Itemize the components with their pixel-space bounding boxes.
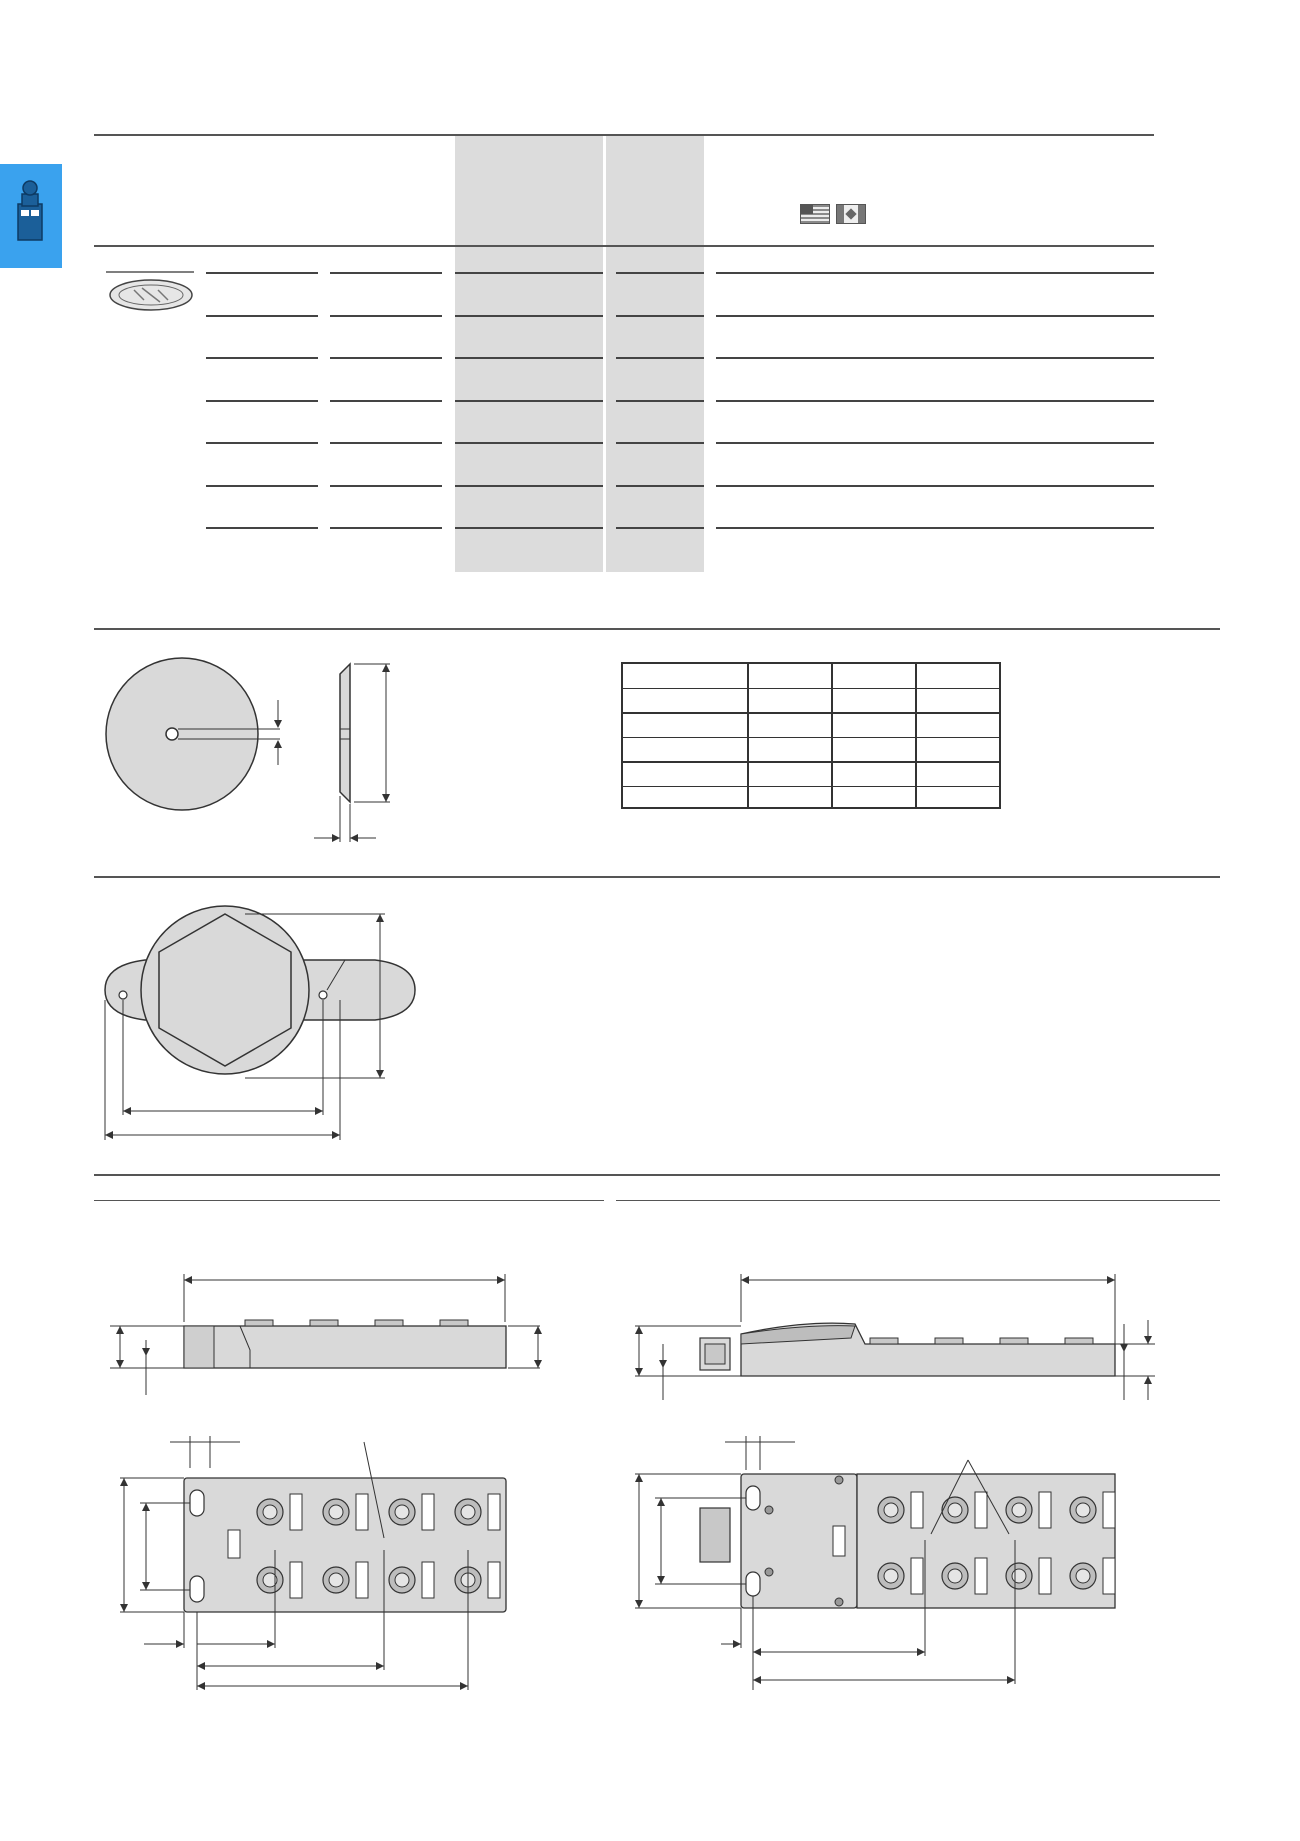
table-row-line <box>330 400 442 402</box>
table-row-line <box>330 527 442 529</box>
table-row-line <box>330 315 442 317</box>
label-window <box>290 1494 302 1530</box>
table-row-line <box>206 485 318 487</box>
connector-socket-icon <box>948 1503 962 1517</box>
label-window <box>911 1558 923 1594</box>
module-b-top-view <box>625 1430 1145 1690</box>
dim-table-row-line <box>623 712 999 714</box>
connector-socket-icon <box>461 1505 475 1519</box>
label-window <box>356 1494 368 1530</box>
table-row-line <box>716 315 1154 317</box>
hex-bracket-drawing <box>95 900 415 1140</box>
table-row-line <box>455 527 603 529</box>
dim-table-row-line <box>623 761 999 763</box>
module-a-side-view <box>110 1270 530 1400</box>
table-row-line <box>455 400 603 402</box>
label-window <box>1039 1558 1051 1594</box>
table-row-line <box>330 442 442 444</box>
table-row-line <box>206 357 318 359</box>
connector-socket-icon <box>884 1569 898 1583</box>
connector-socket-icon <box>1076 1503 1090 1517</box>
subsection-rule-left <box>94 1200 604 1201</box>
dim-table-row-line <box>623 688 999 690</box>
label-window <box>488 1494 500 1530</box>
table-row-line <box>716 400 1154 402</box>
label-window <box>911 1492 923 1528</box>
table-row-line <box>616 400 704 402</box>
label-window <box>975 1558 987 1594</box>
label-window <box>290 1562 302 1598</box>
table-row-line <box>616 485 704 487</box>
label-window <box>1103 1492 1115 1528</box>
subsection-rule-right <box>616 1200 1220 1201</box>
label-window <box>1039 1492 1051 1528</box>
product-thumbnail <box>104 268 204 328</box>
connector-socket-icon <box>948 1569 962 1583</box>
connector-socket-icon <box>1012 1503 1026 1517</box>
table-row-line <box>206 272 318 274</box>
table-row-line <box>716 357 1154 359</box>
table-header-rule <box>94 245 1154 247</box>
disc-side-view <box>310 656 430 856</box>
table-row-line <box>455 272 603 274</box>
table-row-line <box>616 357 704 359</box>
module-a-top-view <box>110 1430 530 1690</box>
table-row-line <box>206 400 318 402</box>
connector-socket-icon <box>884 1503 898 1517</box>
table-row-line <box>455 357 603 359</box>
connector-socket-icon <box>395 1505 409 1519</box>
section-rule-3 <box>94 876 1220 878</box>
label-window <box>975 1492 987 1528</box>
section-rule-2 <box>94 628 1220 630</box>
dimensions-table <box>621 662 1001 809</box>
table-row-line <box>716 527 1154 529</box>
table-row-line <box>716 442 1154 444</box>
table-row-line <box>616 272 704 274</box>
table-row-line <box>330 357 442 359</box>
table-row-line <box>330 272 442 274</box>
table-row-line <box>206 442 318 444</box>
dim-table-col-line <box>747 664 749 807</box>
table-row-line <box>616 527 704 529</box>
module-b-side-view <box>625 1270 1145 1400</box>
label-window <box>422 1562 434 1598</box>
table-row-line <box>616 442 704 444</box>
label-window <box>422 1494 434 1530</box>
connector-socket-icon <box>1012 1569 1026 1583</box>
table-row-line <box>716 485 1154 487</box>
dim-table-row-line <box>623 786 999 788</box>
label-window <box>488 1562 500 1598</box>
connector-socket-icon <box>263 1505 277 1519</box>
table-row-line <box>206 315 318 317</box>
table-row-line <box>716 272 1154 274</box>
shaded-column-2 <box>606 136 704 572</box>
section-rule-4 <box>94 1174 1220 1176</box>
table-row-line <box>330 485 442 487</box>
table-row-line <box>455 442 603 444</box>
table-row-line <box>455 315 603 317</box>
connector-socket-icon <box>1076 1569 1090 1583</box>
dim-table-row-line <box>623 737 999 739</box>
us-flag-icon <box>800 204 830 224</box>
connector-socket-icon <box>395 1573 409 1587</box>
dim-table-col-line <box>915 664 917 807</box>
label-window <box>356 1562 368 1598</box>
limit-switch-icon <box>0 164 62 268</box>
label-window <box>1103 1558 1115 1594</box>
canada-flag-icon <box>836 204 866 224</box>
table-row-line <box>455 485 603 487</box>
table-row-line <box>206 527 318 529</box>
connector-socket-icon <box>329 1505 343 1519</box>
connector-socket-icon <box>329 1573 343 1587</box>
shaded-column-1 <box>455 136 603 572</box>
side-tab <box>0 164 62 268</box>
dim-table-col-line <box>831 664 833 807</box>
table-row-line <box>616 315 704 317</box>
